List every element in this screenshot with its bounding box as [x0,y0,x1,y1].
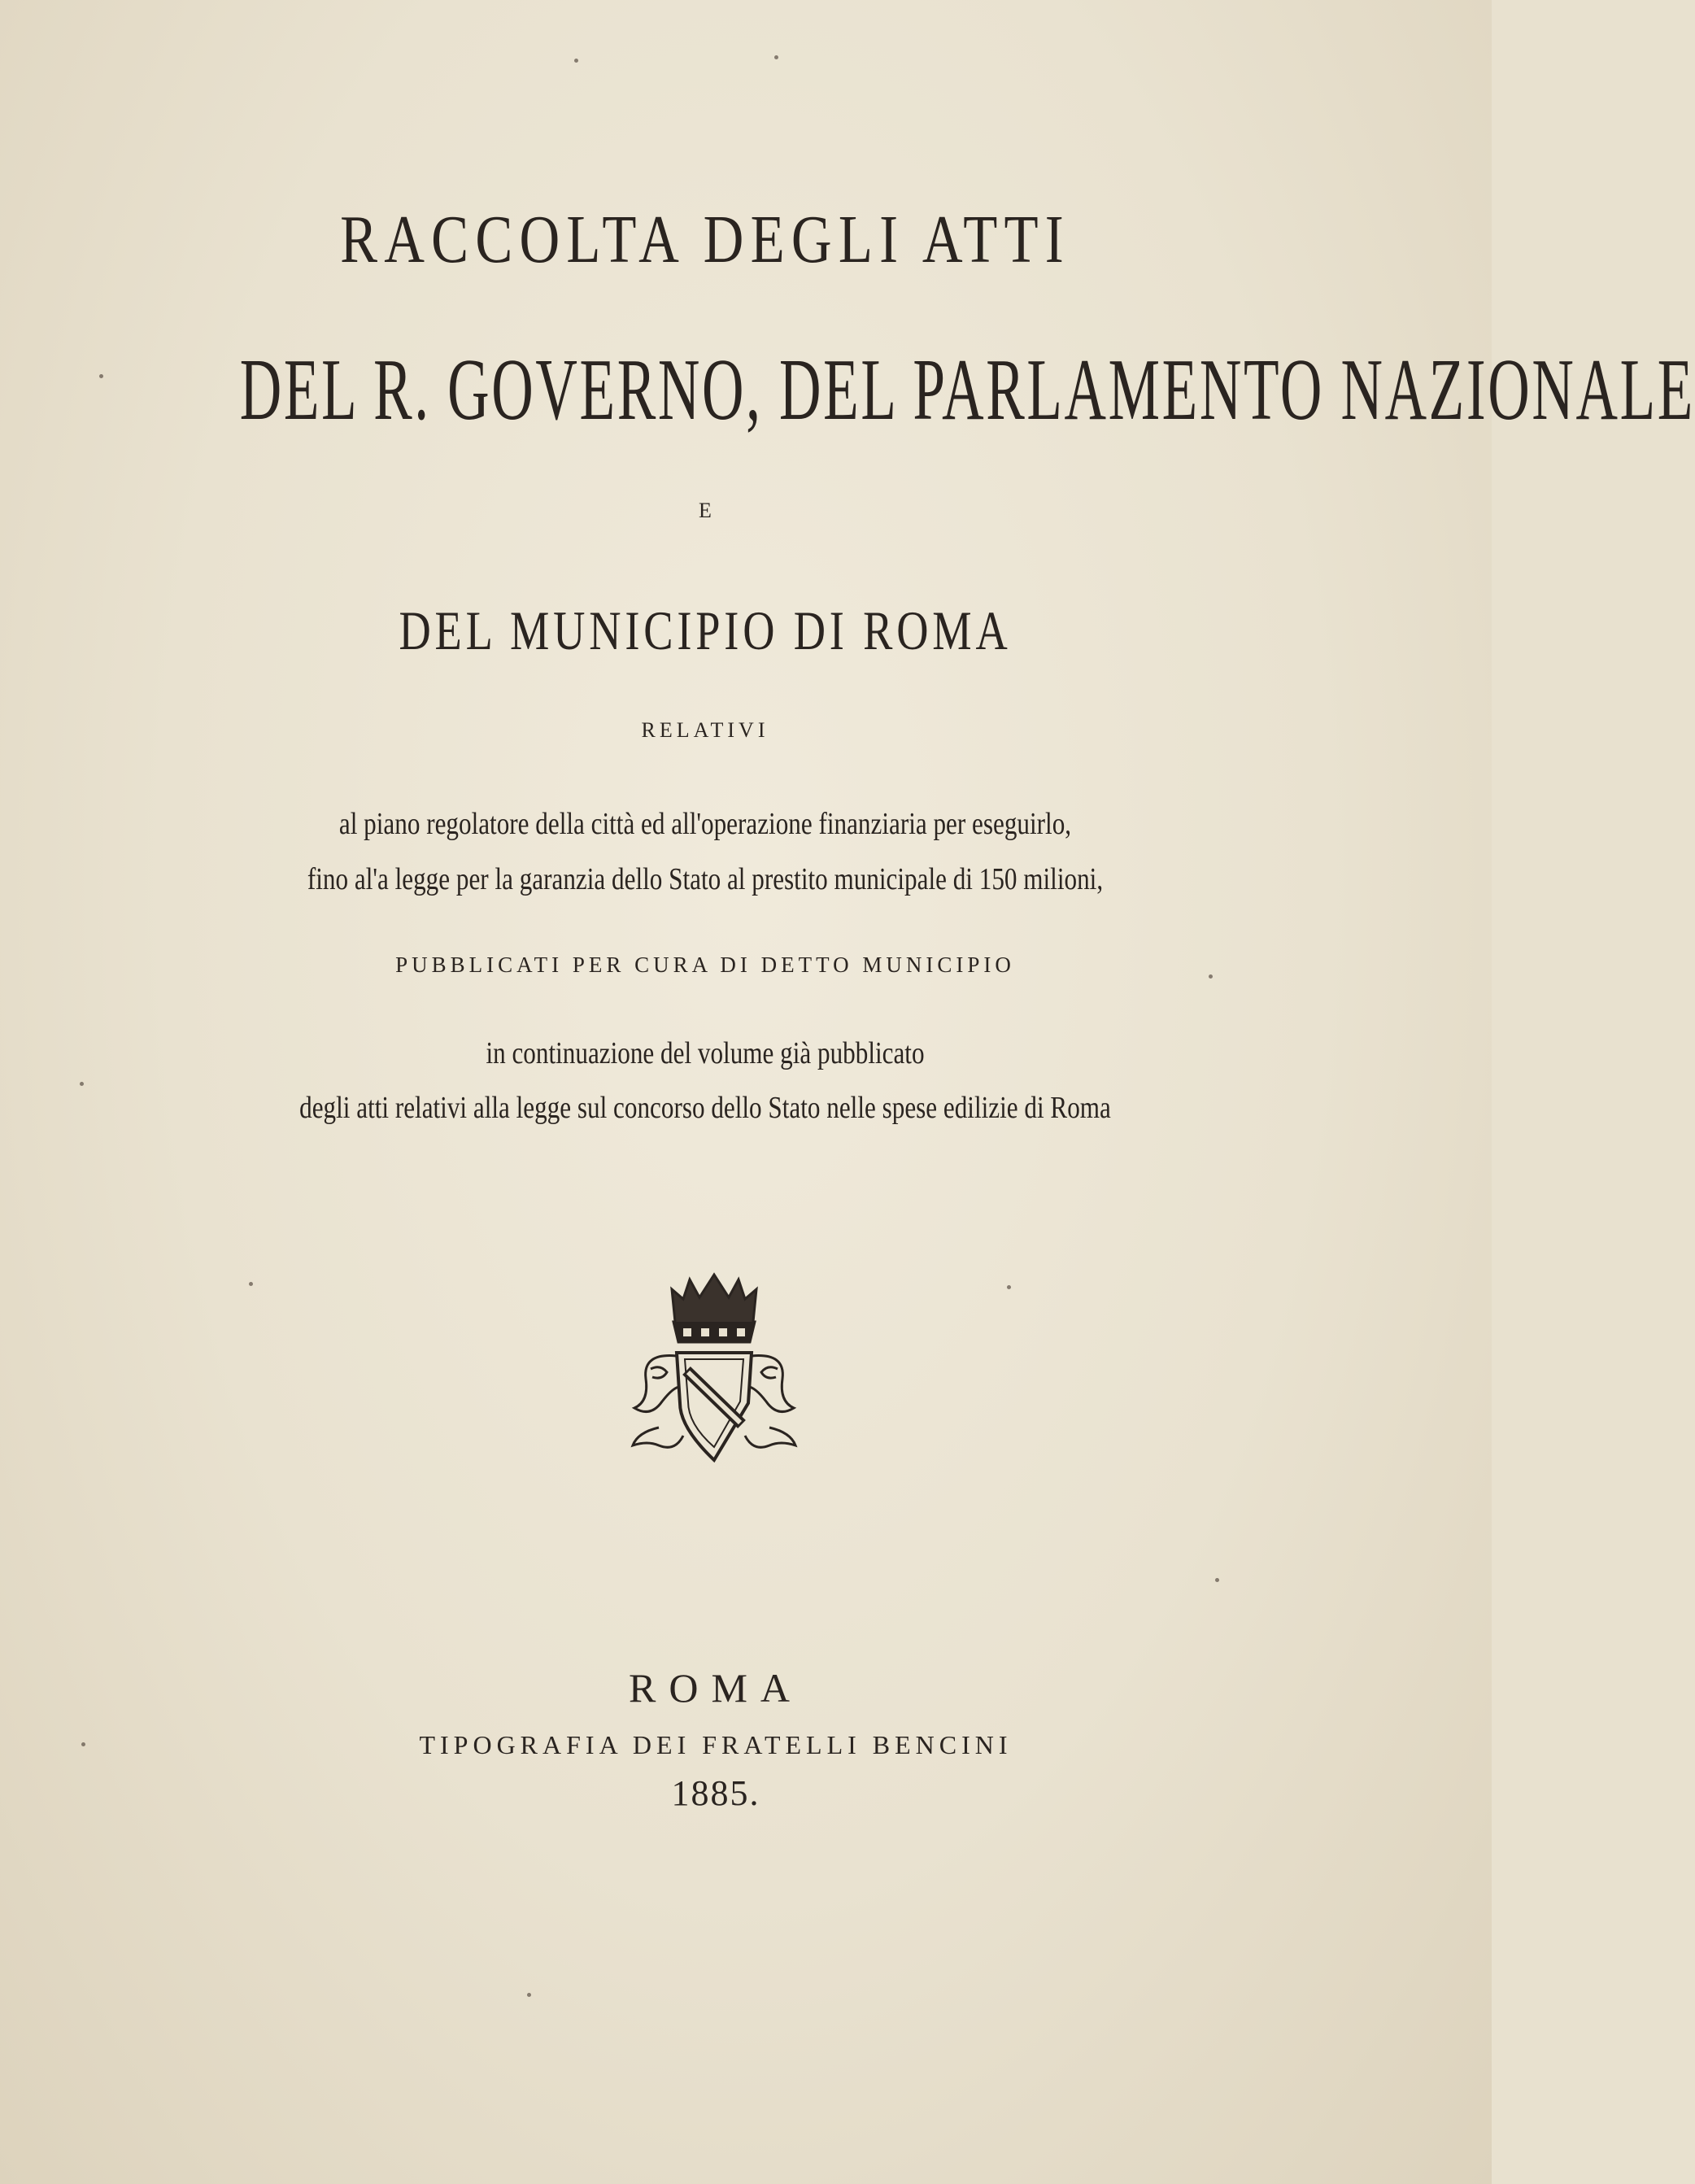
title-line-3: DEL MUNICIPIO DI ROMA [399,599,1012,661]
paper-speck [80,1082,84,1086]
paper-speck [574,59,578,63]
paper-speck [1215,1578,1219,1582]
pubblicati-label: PUBBLICATI PER CURA DI DETTO MUNICIPIO [395,953,1015,977]
description-line-2: fino al'a legge per la garanzia dello Stato al prestito municipale di 150 milioni, [307,862,1104,896]
title-conjunction: E [699,499,712,522]
continuation-line-2: degli atti relativi alla legge sul concorso dello Stato nelle spese edilizie di Roma [299,1091,1111,1125]
paper-speck [774,55,778,59]
relativi-label: RELATIVI [641,718,769,742]
title-line-2: DEL R. GOVERNO, DEL PARLAMENTO NAZIONALE [239,342,1695,438]
imprint-printer: TIPOGRAFIA DEI FRATELLI BENCINI [419,1730,1013,1759]
rome-coat-of-arms-icon [626,1265,802,1476]
paper-speck [249,1282,253,1286]
description-line-1: al piano regolatore della città ed all'operazione finanziaria per eseguirlo, [338,807,1072,841]
imprint-city: ROMA [628,1665,804,1711]
paper-speck [81,1742,85,1746]
continuation-line-1: in continuazione del volume già pubblicato [486,1036,925,1070]
title-line-1: RACCOLTA DEGLI ATTI [340,202,1070,277]
paper-speck [527,1993,531,1997]
imprint-year: 1885. [671,1773,760,1813]
paper-speck [1007,1285,1011,1289]
paper-speck [1209,974,1213,979]
paper-speck [99,374,103,378]
